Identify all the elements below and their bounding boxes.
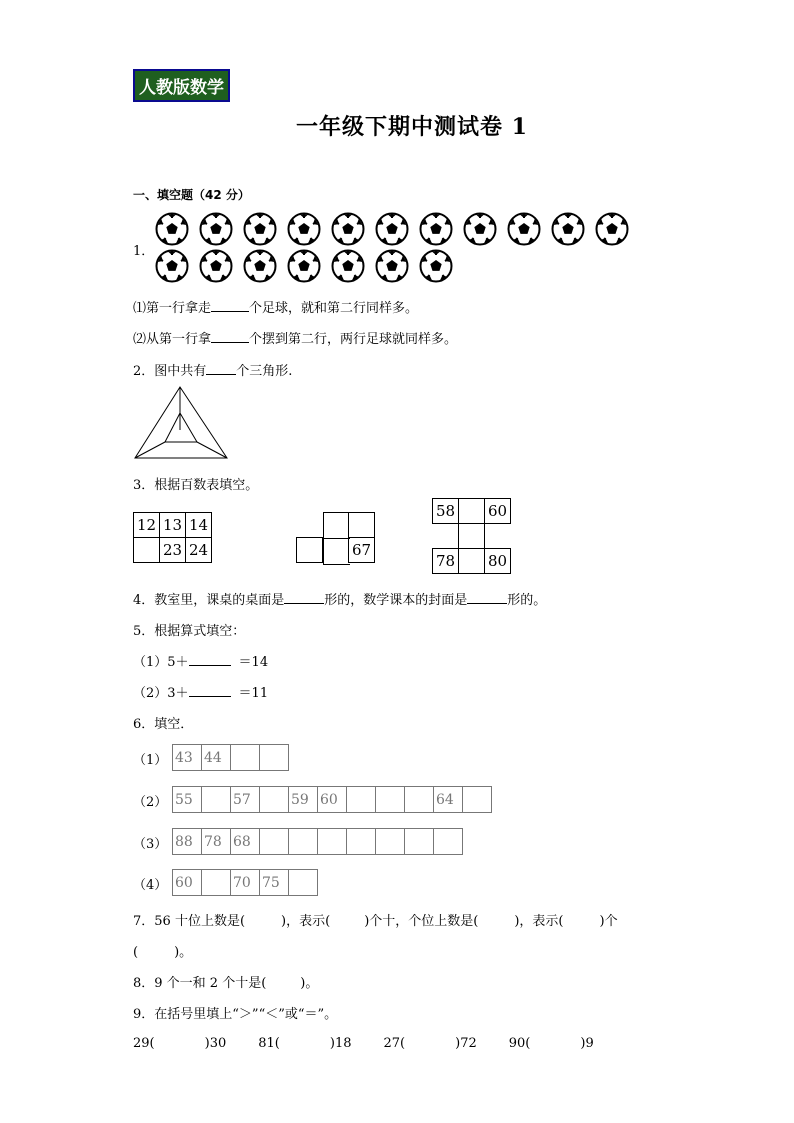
q6-question: 6．填空． xyxy=(133,717,194,732)
q8-text-end: )。 xyxy=(300,976,319,991)
table-cell: 58 xyxy=(433,499,459,524)
q9-item: 29( xyxy=(133,1036,155,1051)
q4-text: 4．教室里，课桌的桌面是 xyxy=(133,593,285,608)
number-sequence-row xyxy=(172,869,318,896)
table-cell: 14 xyxy=(186,513,212,538)
sequence-cell: 44 xyxy=(202,745,231,771)
sequence-cell: 55 xyxy=(173,787,202,813)
sequence-cell: 75 xyxy=(260,870,289,896)
q4-question xyxy=(133,589,546,608)
q9-item: )9 xyxy=(580,1036,594,1051)
answer-blank[interactable] xyxy=(211,330,249,343)
q7-text: )个十，个位上数是( xyxy=(364,914,479,929)
sequence-cell: 43 xyxy=(173,745,202,771)
sequence-cell-blank[interactable] xyxy=(231,745,260,771)
q5-line-1 xyxy=(133,651,268,670)
table-cell: 12 xyxy=(134,513,160,538)
table-cell-blank[interactable] xyxy=(349,513,375,538)
table-cell: 80 xyxy=(485,549,511,574)
sequence-cell-blank[interactable] xyxy=(405,829,434,855)
q9-item: 90( xyxy=(508,1036,531,1051)
table-gap xyxy=(297,513,323,538)
table-cell-blank[interactable] xyxy=(323,538,350,565)
q9-item: )72 xyxy=(455,1036,477,1051)
soccer-ball-icon xyxy=(375,212,409,246)
sequence-cell-blank[interactable] xyxy=(376,829,405,855)
q2-text: 2．图中共有 xyxy=(133,364,207,379)
q7-text: )，表示( xyxy=(514,914,564,929)
sequence-cell: 78 xyxy=(202,829,231,855)
soccer-ball-icon xyxy=(155,212,189,246)
q5-l2-text-end: ＝11 xyxy=(238,686,269,701)
sequence-cell: 57 xyxy=(231,787,260,813)
soccer-ball-icon xyxy=(551,212,585,246)
soccer-ball-icon xyxy=(199,212,233,246)
sequence-cell-blank[interactable] xyxy=(463,787,492,813)
q3-question: 3．根据百数表填空。 xyxy=(133,478,259,493)
q7-text: )个 xyxy=(599,914,618,929)
q6-row-label: （4） xyxy=(133,878,168,893)
number-sequence-row xyxy=(172,828,463,855)
table-gap xyxy=(485,524,511,549)
q5-line-2 xyxy=(133,682,268,701)
q1-sub2 xyxy=(133,328,457,347)
q4-text-mid: 形的，数学课本的封面是 xyxy=(324,593,468,608)
q9-item: 27( xyxy=(383,1036,406,1051)
soccer-ball-icon xyxy=(375,249,409,283)
q1-sub1-text-end: 个足球，就和第二行同样多。 xyxy=(249,301,419,316)
sequence-cell-blank[interactable] xyxy=(202,870,231,896)
q5-l2-text: （2）3＋ xyxy=(133,686,189,701)
sequence-cell-blank[interactable] xyxy=(347,787,376,813)
q5-l1-text: （1）5＋ xyxy=(133,655,189,670)
sequence-cell-blank[interactable] xyxy=(376,787,405,813)
answer-blank[interactable] xyxy=(189,684,231,697)
section-heading: 一、填空题（42 分） xyxy=(133,188,250,202)
answer-blank[interactable] xyxy=(284,591,324,604)
q8-text: 8．9 个一和 2 个十是( xyxy=(133,976,267,991)
soccer-ball-icon xyxy=(507,212,541,246)
q1-number: 1． xyxy=(133,244,155,259)
table-cell: 23 xyxy=(160,538,186,563)
soccer-ball-icon xyxy=(243,249,277,283)
soccer-ball-icon xyxy=(287,212,321,246)
answer-blank[interactable] xyxy=(467,591,507,604)
table-cell: 78 xyxy=(433,549,459,574)
sequence-cell: 88 xyxy=(173,829,202,855)
sequence-cell: 70 xyxy=(231,870,260,896)
sequence-cell: 59 xyxy=(289,787,318,813)
sequence-cell-blank[interactable] xyxy=(289,829,318,855)
q6-row-label: （1） xyxy=(133,753,168,768)
q7-text: ( xyxy=(133,945,139,960)
triangle-figure xyxy=(133,385,229,461)
table-cell: 24 xyxy=(186,538,212,563)
q6-row-label: （3） xyxy=(133,837,168,852)
table-gap xyxy=(433,524,459,549)
soccer-ball-icon xyxy=(419,249,453,283)
soccer-ball-icon xyxy=(463,212,497,246)
sequence-cell-blank[interactable] xyxy=(260,829,289,855)
q9-item: )18 xyxy=(329,1036,352,1051)
q6-row-label: （2） xyxy=(133,795,168,810)
q2-text-end: 个三角形. xyxy=(236,364,293,379)
sequence-cell: 60 xyxy=(318,787,347,813)
soccer-ball-icon xyxy=(287,249,321,283)
table-cell-blank[interactable] xyxy=(459,549,485,574)
sequence-cell-blank[interactable] xyxy=(260,745,289,771)
q7-question xyxy=(133,910,618,929)
soccer-ball-icon xyxy=(595,212,629,246)
table-cell-blank[interactable] xyxy=(323,512,350,539)
q9-item: 81( xyxy=(258,1036,280,1051)
number-sequence-row xyxy=(172,744,289,771)
q1-sub2-text-end: 个摆到第二行，两行足球就同样多。 xyxy=(249,332,458,347)
hundred-table-3 xyxy=(432,498,511,574)
sequence-cell: 60 xyxy=(173,870,202,896)
q5-question: 5．根据算式填空： xyxy=(133,624,246,639)
sequence-cell: 68 xyxy=(231,829,260,855)
soccer-ball-icon xyxy=(243,212,277,246)
subject-tag: 人教版数学 xyxy=(133,69,230,102)
hundred-table-1 xyxy=(133,512,212,563)
table-cell: 60 xyxy=(485,499,511,524)
q2-question xyxy=(133,360,292,379)
q7-question-cont xyxy=(133,941,192,960)
table-cell-blank[interactable] xyxy=(459,524,485,549)
sequence-cell-blank[interactable] xyxy=(202,787,231,813)
q8-question xyxy=(133,972,318,991)
q5-l1-text-end: ＝14 xyxy=(238,655,269,670)
sequence-cell: 64 xyxy=(434,787,463,813)
soccer-ball-icon xyxy=(331,249,365,283)
q7-text: )，表示( xyxy=(281,914,331,929)
table-cell-blank[interactable] xyxy=(459,499,485,524)
soccer-ball-icon xyxy=(331,212,365,246)
q7-text: 7．56 十位上数是( xyxy=(133,914,246,929)
answer-blank[interactable] xyxy=(206,362,236,375)
sequence-cell-blank[interactable] xyxy=(318,829,347,855)
sequence-cell-blank[interactable] xyxy=(347,829,376,855)
q1-sub2-text: ⑵从第一行拿 xyxy=(133,332,212,347)
answer-blank[interactable] xyxy=(189,653,231,666)
page-title: 一年级下期中测试卷 1 xyxy=(296,114,528,140)
table-cell-blank[interactable] xyxy=(297,538,323,563)
answer-blank[interactable] xyxy=(211,299,249,312)
soccer-ball-icon xyxy=(155,249,189,283)
table-cell: 67 xyxy=(349,538,375,563)
q7-text: )。 xyxy=(174,945,193,960)
sequence-cell-blank[interactable] xyxy=(289,870,318,896)
q1-sub1-text: ⑴第一行拿走 xyxy=(133,301,212,316)
q4-text-end: 形的。 xyxy=(507,593,547,608)
soccer-ball-icon xyxy=(199,249,233,283)
q1-sub1 xyxy=(133,297,418,316)
table-cell-blank[interactable] xyxy=(134,538,160,563)
q9-item: )30 xyxy=(204,1036,227,1051)
sequence-cell-blank[interactable] xyxy=(434,829,463,855)
number-sequence-row xyxy=(172,786,492,813)
q9-items xyxy=(133,1036,594,1051)
sequence-cell-blank[interactable] xyxy=(405,787,434,813)
soccer-ball-icon xyxy=(419,212,453,246)
sequence-cell-blank[interactable] xyxy=(260,787,289,813)
table-cell: 13 xyxy=(160,513,186,538)
q9-question: 9．在括号里填上“＞”“＜”或“＝”。 xyxy=(133,1007,338,1022)
